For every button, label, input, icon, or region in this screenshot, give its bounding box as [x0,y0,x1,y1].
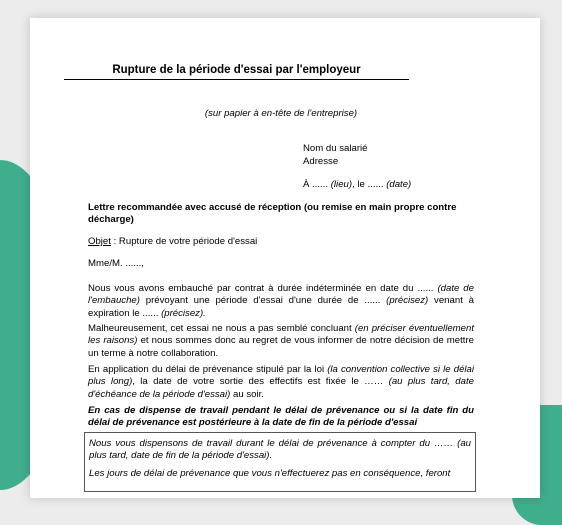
p3-text-b: (la convention collective si le délai plus long) [88,364,474,388]
p3-text-a: En application du délai de prévenance stipulé par la loi [88,364,328,375]
box-line-2: Les jours de délai de prévenance que vous n'effectuerez pas en conséquence, feront [89,467,451,479]
p1-text-f: (précisez). [161,307,206,319]
recipient-address: Adresse [303,155,339,167]
place-mid: , le ...... [352,179,387,190]
box-line-1: Nous vous dispensons de travail durant le délai de prévenance à compter du …… (au plus tard, date de fin de la période d'essai). [89,438,471,462]
p1-text-e: venant à expiration le ...... [88,295,474,319]
p2-text-a: Malheureusement, cet essai ne nous a pas semblé concluant [88,323,355,334]
p1-text-a: Nous vous avons embauché par contrat à durée indéterminée en date du ...... [88,283,438,294]
place-date: (date) [386,179,412,190]
letter-subtitle: (sur papier à en-tête de l'entreprise) [204,108,358,119]
letter-title: Rupture de la période d'essai par l'employeur [64,64,409,80]
objet-line [88,236,474,248]
paragraph-1 [88,283,474,320]
paragraph-3 [88,364,474,401]
p1-text-d: (précisez) [386,295,429,307]
p1-text-b: (date de l'embauche) [88,283,474,307]
p2-text-c: et nous sommes donc au regret de vous informer de notre décision de mettre un terme à notre collaboration. [88,335,474,359]
place-lieu: (lieu) [330,179,353,190]
salutation: Mme/M. ......, [88,258,144,269]
place-date-line [303,179,411,190]
mode-envoi: Lettre recommandée avec accusé de réception (ou remise en main propre contre décharge) [88,202,457,226]
p2-text-b: (en préciser éventuellement les raisons) [88,323,474,347]
objet-text: : Rupture de votre période d'essai [110,236,258,247]
recipient-name: Nom du salarié [303,143,368,154]
recipient-block [303,143,368,168]
place-prefix: À ...... [303,179,331,190]
p3-text-d: (au plus tard, date d'échéance de la période d'essai) [88,376,474,400]
p3-text-e: au soir. [230,388,264,400]
dispense-box [84,432,476,492]
p3-text-c: , la date de votre sortie des effectifs est fixée le …… [132,376,389,388]
p1-text-c: prévoyant une période d'essai d'une durée de ...... [139,295,387,307]
paragraph-4-dispense: En cas de dispense de travail pendant le délai de prévenance ou si la date fin du délai de prévenance est postérieure à la date de fin de la période d'essai [88,405,474,429]
objet-label: Objet [88,236,111,247]
paragraph-2 [88,323,474,360]
